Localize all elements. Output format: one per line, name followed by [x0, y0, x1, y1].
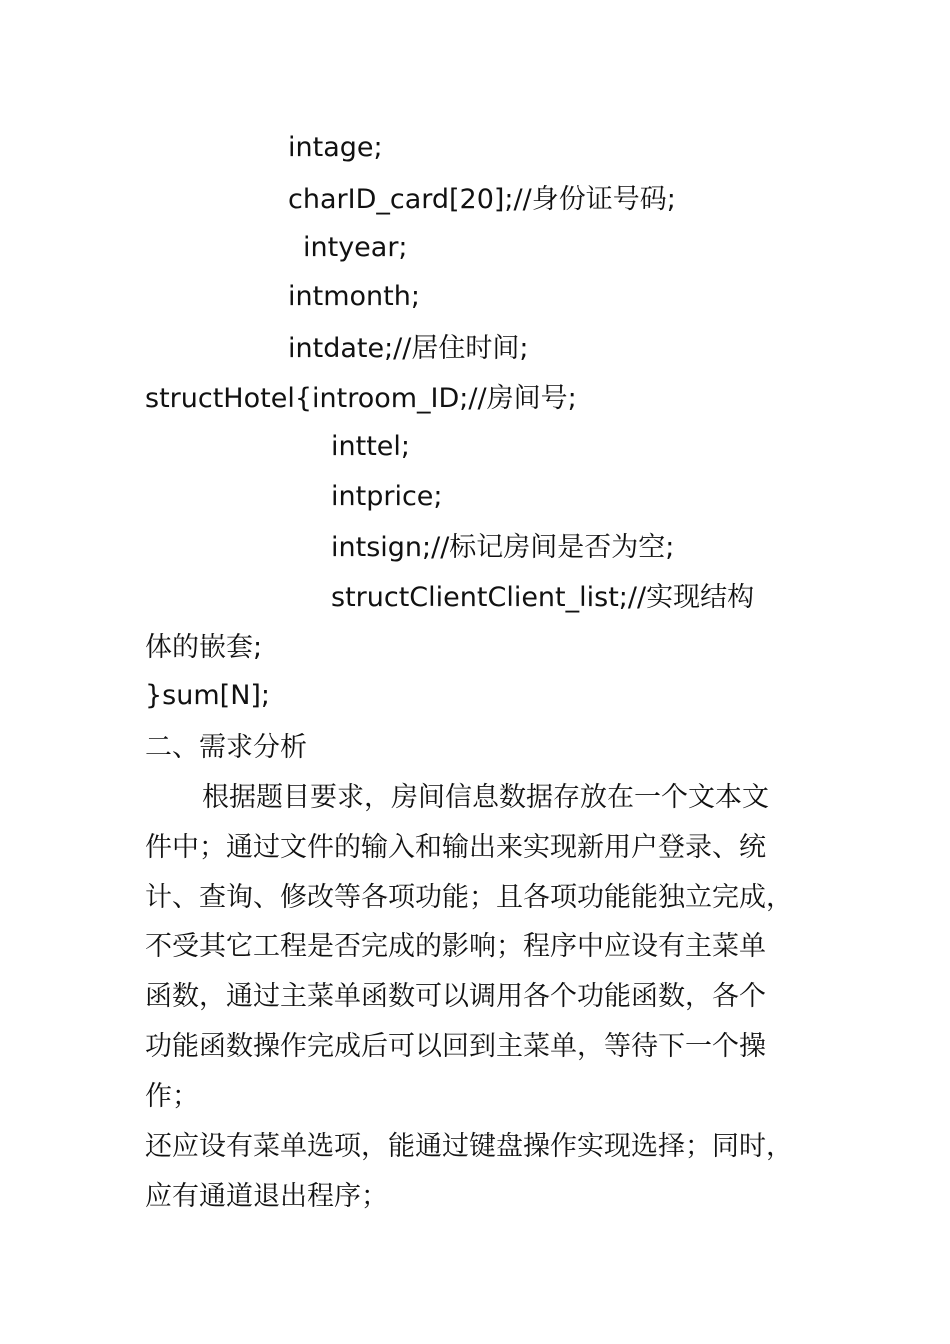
paragraph-line: 件中；通过文件的输入和输出来实现新用户登录、统	[145, 832, 766, 863]
paragraph-line: 不受其它工程是否完成的影响；程序中应设有主菜单	[145, 931, 766, 962]
section-heading: 二、需求分析	[145, 732, 307, 763]
code-line: intyear;	[303, 232, 408, 263]
paragraph-line: 应有通道退出程序；	[145, 1181, 388, 1212]
code-line: }sum[N];	[145, 680, 271, 711]
code-line: intprice;	[331, 481, 443, 512]
code-line: intmonth;	[288, 281, 420, 312]
code-line: intage;	[288, 132, 383, 163]
code-line: intdate;//居住时间;	[288, 333, 529, 364]
code-line: intsign;//标记房间是否为空;	[331, 532, 675, 563]
paragraph-line: 计、查询、修改等各项功能；且各项功能能独立完成，	[145, 882, 793, 913]
paragraph-line: 函数，通过主菜单函数可以调用各个功能函数，各个	[145, 981, 766, 1012]
paragraph-line: 根据题目要求，房间信息数据存放在一个文本文	[202, 782, 769, 813]
code-line: structHotel{introom_ID;//房间号;	[145, 383, 577, 414]
code-line: structClientClient_list;//实现结构	[331, 582, 755, 613]
code-line: 体的嵌套;	[145, 632, 263, 663]
paragraph-line: 还应设有菜单选项，能通过键盘操作实现选择；同时，	[145, 1131, 793, 1162]
paragraph-line: 功能函数操作完成后可以回到主菜单，等待下一个操	[145, 1031, 766, 1062]
code-line: charID_card[20];//身份证号码;	[288, 184, 676, 215]
paragraph-line: 作；	[145, 1081, 199, 1112]
code-line: inttel;	[331, 431, 410, 462]
